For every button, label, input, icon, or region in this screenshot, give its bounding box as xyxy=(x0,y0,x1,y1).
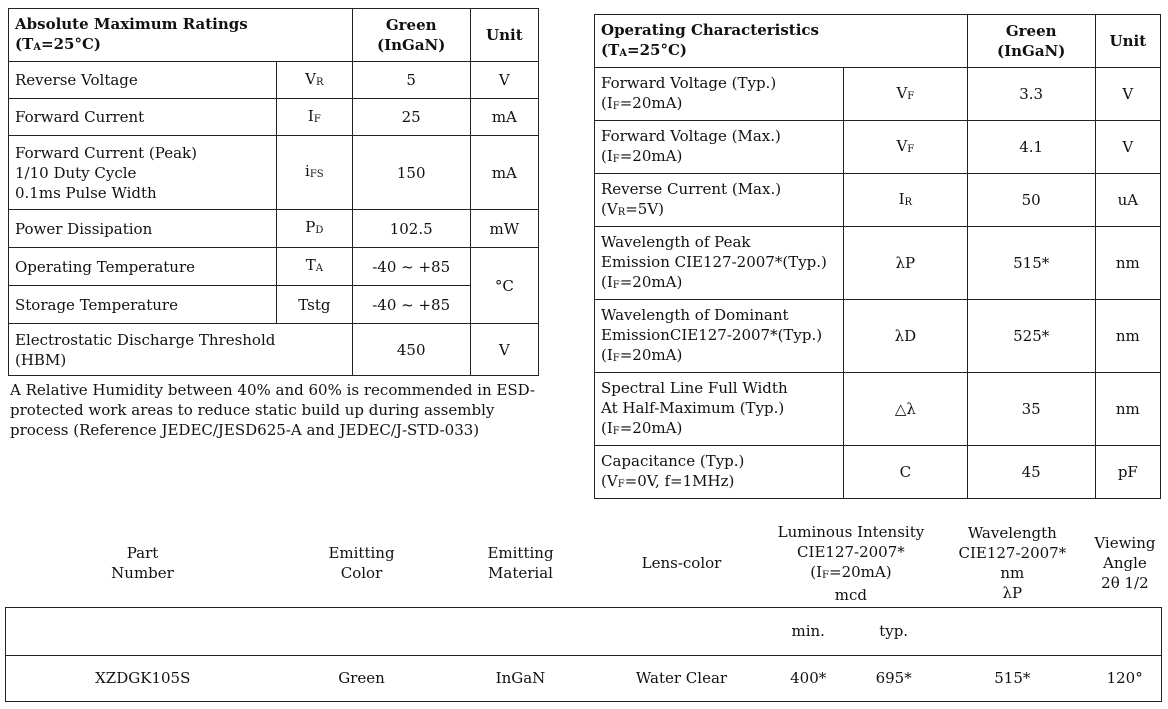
lens-color-header: Lens-color xyxy=(641,554,722,573)
oc-unit-header: Unit xyxy=(1095,15,1160,68)
symbol-cell: $V_F$ xyxy=(844,121,968,174)
table-row xyxy=(6,655,1162,701)
emitting-color-header: Emitting Color xyxy=(328,544,395,583)
unit-cell: mA xyxy=(470,99,538,136)
param-cell: Reverse Current (Max.) $(V_R=5V)$ xyxy=(595,174,844,227)
value-cell: 25 xyxy=(352,99,470,136)
typ-label: typ. xyxy=(851,607,936,655)
param-cell: Operating Temperature xyxy=(9,248,277,286)
table-row xyxy=(595,227,1161,300)
table-row xyxy=(9,286,539,324)
part-number-cell: XZDGK105S xyxy=(6,655,280,701)
symbol-cell: $V_F$ xyxy=(844,68,968,121)
value-cell: 5 xyxy=(352,62,470,99)
table-row xyxy=(595,446,1161,499)
param-cell: Reverse Voltage xyxy=(9,62,277,99)
luminous-min-cell: 400* xyxy=(766,655,851,701)
table-row xyxy=(9,324,539,376)
table-row xyxy=(595,300,1161,373)
unit-cell: nm xyxy=(1095,227,1160,300)
param-cell: Capacitance (Typ.) ($V_F=0V$, f=1MHz) xyxy=(595,446,844,499)
emitting-material-header: Emitting Material xyxy=(487,544,554,583)
unit-cell: V xyxy=(470,62,538,99)
param-cell: Forward Current (Peak) 1/10 Duty Cycle 0.1ms Pulse Width xyxy=(9,136,277,210)
symbol-cell: $i_{FS}$ xyxy=(277,136,353,210)
amr-header-row xyxy=(9,9,539,62)
part-subheader-row xyxy=(6,607,1162,655)
unit-cell: mW xyxy=(470,210,538,248)
absolute-maximum-ratings-table xyxy=(8,8,539,376)
symbol-cell: C xyxy=(844,446,968,499)
table-row xyxy=(9,136,539,210)
param-cell: Forward Current xyxy=(9,99,277,136)
symbol-cell: △λ xyxy=(844,373,968,446)
part-number-header: Part Number xyxy=(111,544,174,583)
value-cell: 45 xyxy=(967,446,1095,499)
emitting-color-cell: Green xyxy=(280,655,444,701)
oc-title-cell: Operating Characteristics $(T_A=25^\circ C)$ xyxy=(595,15,968,68)
symbol-cell: $P_D$ xyxy=(277,210,353,248)
param-cell: Storage Temperature xyxy=(9,286,277,324)
value-cell: 35 xyxy=(967,373,1095,446)
symbol-cell: λP xyxy=(844,227,968,300)
value-cell: 525* xyxy=(967,300,1095,373)
oc-green-header: Green (InGaN) xyxy=(967,15,1095,68)
param-cell: Spectral Line Full Width At Half-Maximum (Typ.) $(I_F=20mA)$ xyxy=(595,373,844,446)
min-label: min. xyxy=(766,607,851,655)
table-row xyxy=(9,248,539,286)
value-cell: 50 xyxy=(967,174,1095,227)
part-number-table xyxy=(5,520,1162,702)
unit-cell: °C xyxy=(470,248,538,324)
viewing-angle-cell: 120° xyxy=(1088,655,1161,701)
oc-condition: $(T_A=25^\circ C)$ xyxy=(601,40,688,59)
value-cell: -40 ~ +85 xyxy=(352,248,470,286)
unit-cell: nm xyxy=(1095,373,1160,446)
oc-header-row xyxy=(595,15,1161,68)
symbol-cell: λD xyxy=(844,300,968,373)
symbol-cell: Tstg xyxy=(277,286,353,324)
unit-cell: V xyxy=(1095,121,1160,174)
table-row xyxy=(595,373,1161,446)
param-cell: Wavelength of Dominant EmissionCIE127-2007*(Typ.) $(I_F=20mA)$ xyxy=(595,300,844,373)
unit-cell: nm xyxy=(1095,300,1160,373)
symbol-cell: $T_A$ xyxy=(277,248,353,286)
amr-title: Absolute Maximum Ratings xyxy=(15,14,248,33)
amr-green-header: Green (InGaN) xyxy=(352,9,470,62)
emitting-material-cell: InGaN xyxy=(444,655,598,701)
symbol-cell: $I_R$ xyxy=(844,174,968,227)
amr-title-cell xyxy=(9,9,353,62)
luminous-typ-cell: 695* xyxy=(851,655,936,701)
wavelength-cell: 515* xyxy=(936,655,1088,701)
table-row xyxy=(9,99,539,136)
table-row xyxy=(595,174,1161,227)
table-row xyxy=(595,68,1161,121)
param-cell: Forward Voltage (Typ.) $(I_F=20mA)$ xyxy=(595,68,844,121)
unit-cell: uA xyxy=(1095,174,1160,227)
amr-unit-header: Unit xyxy=(470,9,538,62)
part-header-row xyxy=(6,520,1162,607)
lens-color-cell: Water Clear xyxy=(598,655,766,701)
amr-condition: $(T_A=25^\circ C)$ xyxy=(15,34,102,53)
value-cell: 4.1 xyxy=(967,121,1095,174)
value-cell: 450 xyxy=(352,324,470,376)
unit-cell: pF xyxy=(1095,446,1160,499)
wavelength-header: Wavelength CIE127-2007* nm λP xyxy=(958,524,1067,603)
unit-cell: mA xyxy=(470,136,538,210)
param-cell: Power Dissipation xyxy=(9,210,277,248)
table-row xyxy=(595,121,1161,174)
param-cell: Forward Voltage (Max.) $(I_F=20mA)$ xyxy=(595,121,844,174)
value-cell: 150 xyxy=(352,136,470,210)
symbol-cell: $I_F$ xyxy=(277,99,353,136)
operating-characteristics-table xyxy=(594,14,1161,499)
value-cell: 102.5 xyxy=(352,210,470,248)
symbol-cell: $V_R$ xyxy=(277,62,353,99)
value-cell: 3.3 xyxy=(967,68,1095,121)
unit-cell: V xyxy=(1095,68,1160,121)
value-cell: -40 ~ +85 xyxy=(352,286,470,324)
param-cell: Electrostatic Discharge Threshold (HBM) xyxy=(9,324,353,376)
luminous-intensity-header: Luminous Intensity CIE127-2007* $(I_F=20mA)$ mcd xyxy=(777,522,925,604)
value-cell: 515* xyxy=(967,227,1095,300)
param-cell: Wavelength of Peak Emission CIE127-2007*(Typ.) $(I_F=20mA)$ xyxy=(595,227,844,300)
table-row xyxy=(9,210,539,248)
esd-note: A Relative Humidity between 40% and 60% is recommended in ESD-protected work areas to reduce static build up during assembly process (Reference JEDEC/JESD625-A and JEDEC/J-STD-033) xyxy=(10,381,536,439)
table-row xyxy=(9,62,539,99)
viewing-angle-header: Viewing Angle 2θ 1/2 xyxy=(1094,534,1156,593)
unit-cell: V xyxy=(470,324,538,376)
